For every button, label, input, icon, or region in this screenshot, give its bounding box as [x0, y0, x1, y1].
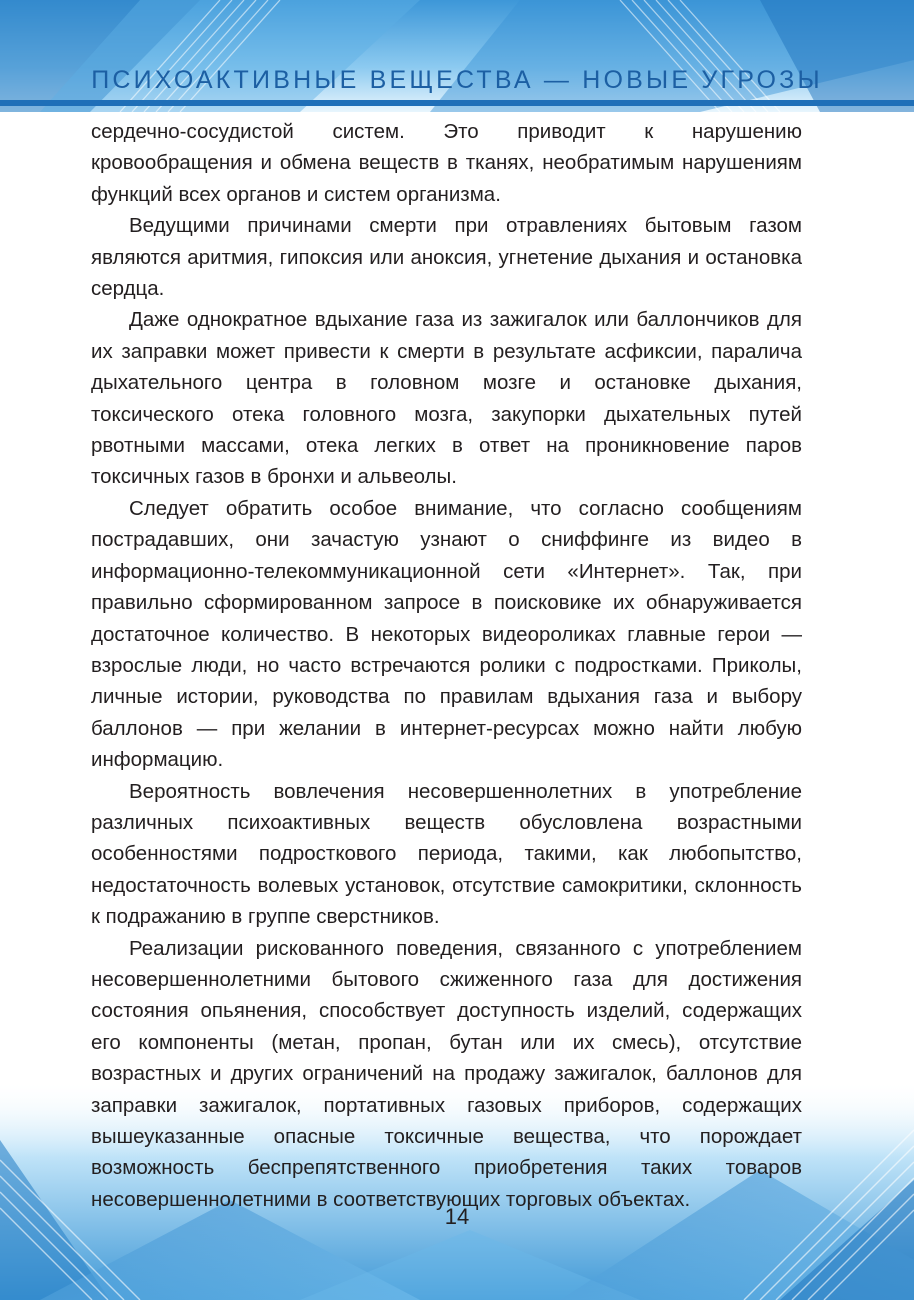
body-paragraph: Вероятность вовлечения несовершеннолетних в употребление различных психоактивных веществ обусловлена возрастными особенностями подросткового периода, такими, как любопытство, недостаточность волевых установок, отсутствие самокритики, склонность к подражанию в группе сверстников. [91, 779, 802, 929]
running-header: ПСИХОАКТИВНЫЕ ВЕЩЕСТВА — НОВЫЕ УГРОЗЫ [91, 66, 823, 94]
body-paragraph: сердечно-сосудистой систем. Это приводит к нарушению кровообращения и обмена веществ в тканях, необратимым нарушениям функций всех органов и систем организма. [91, 120, 802, 206]
page-number: 14 [444, 1204, 470, 1229]
body-paragraph: Реализации рискованного поведения, связанного с употреблением несовершеннолетними бытового сжиженного газа для достижения состояния опьянения, способствует доступность изделий, содержащих его компоненты (метан, пропан, бутан или их смесь), отсутствие возрастных и других ограничений на продажу зажигалок, баллонов для заправки зажигалок, портативных газовых приборов, содержащих вышеуказанные опасные токсичные вещества, что порождает возможность беспрепятственного приобретения таких товаров несовершеннолетними в соответствующих торговых объектах. [91, 936, 802, 1211]
body-paragraph: Следует обратить особое внимание, что согласно сообщениям пострадавших, они зачастую узнают о сниффинге из видео в информационно-телекоммуникационной сети «Интернет». Так, при правильно сформированном запросе в поисковике их обнаруживается достаточное количество. В некоторых видеороликах главные герои — взрослые люди, но часто встречаются ролики с подростками. Приколы, личные истории, руководства по правилам вдыхания газа и выбору баллонов — при желании в интернет-ресурсах можно найти любую информацию. [91, 496, 802, 772]
body-paragraph: Даже однократное вдыхание газа из зажигалок или баллончиков для их заправки может привести к смерти в результате асфиксии, паралича дыхательного центра в головном мозге и остановке дыхания, токсического отека головного мозга, закупорки дыхательных путей рвотными массами, отека легких в ответ на проникновение паров токсичных газов в бронхи и альвеолы. [91, 308, 802, 489]
body-paragraph: Ведущими причинами смерти при отравлениях бытовым газом являются аритмия, гипоксия или аноксия, угнетение дыхания и остановка сердца. [91, 214, 802, 301]
page-body [91, 116, 802, 1215]
header-divider [0, 100, 914, 106]
